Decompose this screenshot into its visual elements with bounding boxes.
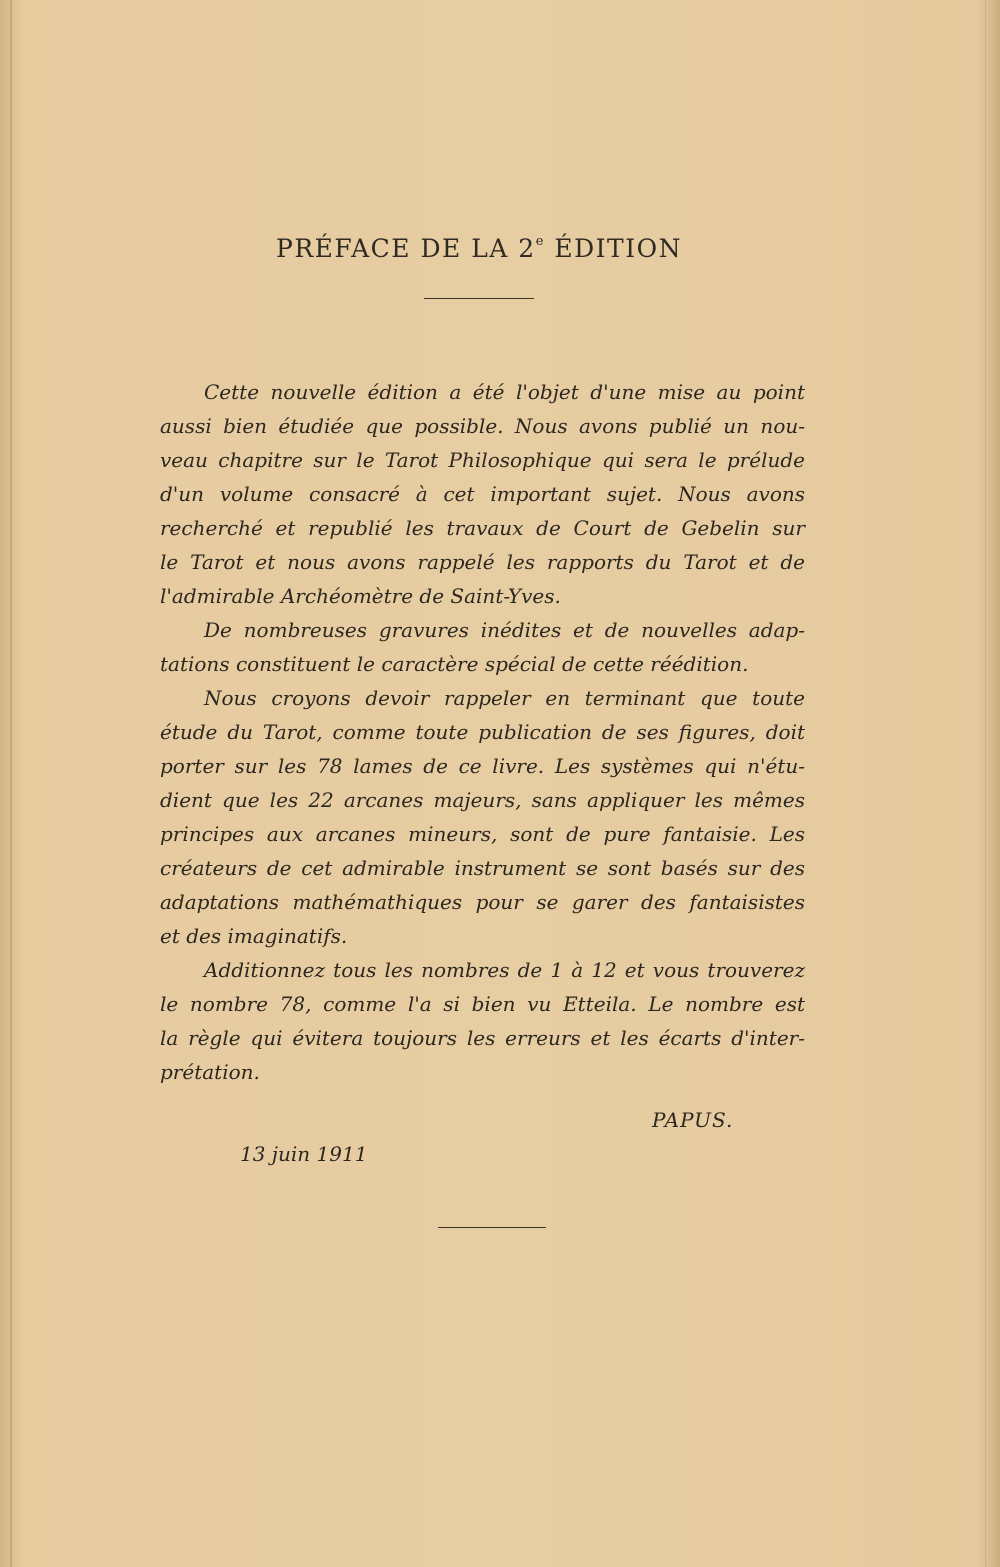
text-line: tations constituent le caractère spécial de cette réédition. — [160, 652, 749, 676]
text-line: principes aux arcanes mineurs, sont de pure fantaisie. Les — [160, 822, 805, 846]
text-line: De nombreuses gravures inédites et de nouvelles adap- — [204, 618, 805, 642]
text-line: l'admirable Archéomètre de Saint-Yves. — [160, 584, 561, 608]
title-divider — [424, 298, 534, 299]
title-superscript: e — [535, 234, 545, 249]
paragraph-1 — [160, 375, 805, 613]
text-line: Cette nouvelle édition a été l'objet d'une mise au point — [204, 380, 805, 404]
text-line: étude du Tarot, comme toute publication de ses figures, doit — [160, 720, 805, 744]
text-line: recherché et republié les travaux de Court de Gebelin sur — [160, 516, 805, 540]
text-line: aussi bien étudiée que possible. Nous avons publié un nou- — [160, 414, 805, 438]
text-line: le Tarot et nous avons rappelé les rapports du Tarot et de — [160, 550, 805, 574]
page-outer-edge — [985, 0, 986, 1567]
title-main: PRÉFACE DE LA 2 — [276, 234, 536, 263]
text-line: et des imaginatifs. — [160, 924, 348, 948]
text-line: prétation. — [160, 1060, 260, 1084]
text-line: adaptations mathémathiques pour se garer des fantaisistes — [160, 890, 805, 914]
text-line: dient que les 22 arcanes majeurs, sans appliquer les mêmes — [160, 788, 805, 812]
paragraph-4 — [160, 953, 805, 1089]
text-line: veau chapitre sur le Tarot Philosophique qui sera le prélude — [160, 448, 805, 472]
page-title — [0, 234, 958, 263]
preface-date: 13 juin 1911 — [240, 1142, 368, 1166]
paragraph-2 — [160, 613, 805, 681]
text-line: le nombre 78, comme l'a si bien vu Etteila. Le nombre est — [160, 992, 805, 1016]
author-signature: PAPUS. — [652, 1108, 734, 1132]
closing-divider — [438, 1227, 546, 1228]
text-line: Additionnez tous les nombres de 1 à 12 et vous trouverez — [204, 958, 805, 982]
text-line: créateurs de cet admirable instrument se sont basés sur des — [160, 856, 805, 880]
title-end: ÉDITION — [544, 234, 682, 263]
text-line: porter sur les 78 lames de ce livre. Les systèmes qui n'étu- — [160, 754, 805, 778]
paragraph-3 — [160, 681, 805, 953]
text-line: d'un volume consacré à cet important sujet. Nous avons — [160, 482, 805, 506]
text-line: la règle qui évitera toujours les erreurs et les écarts d'inter- — [160, 1026, 805, 1050]
text-line: Nous croyons devoir rappeler en terminant que toute — [204, 686, 805, 710]
